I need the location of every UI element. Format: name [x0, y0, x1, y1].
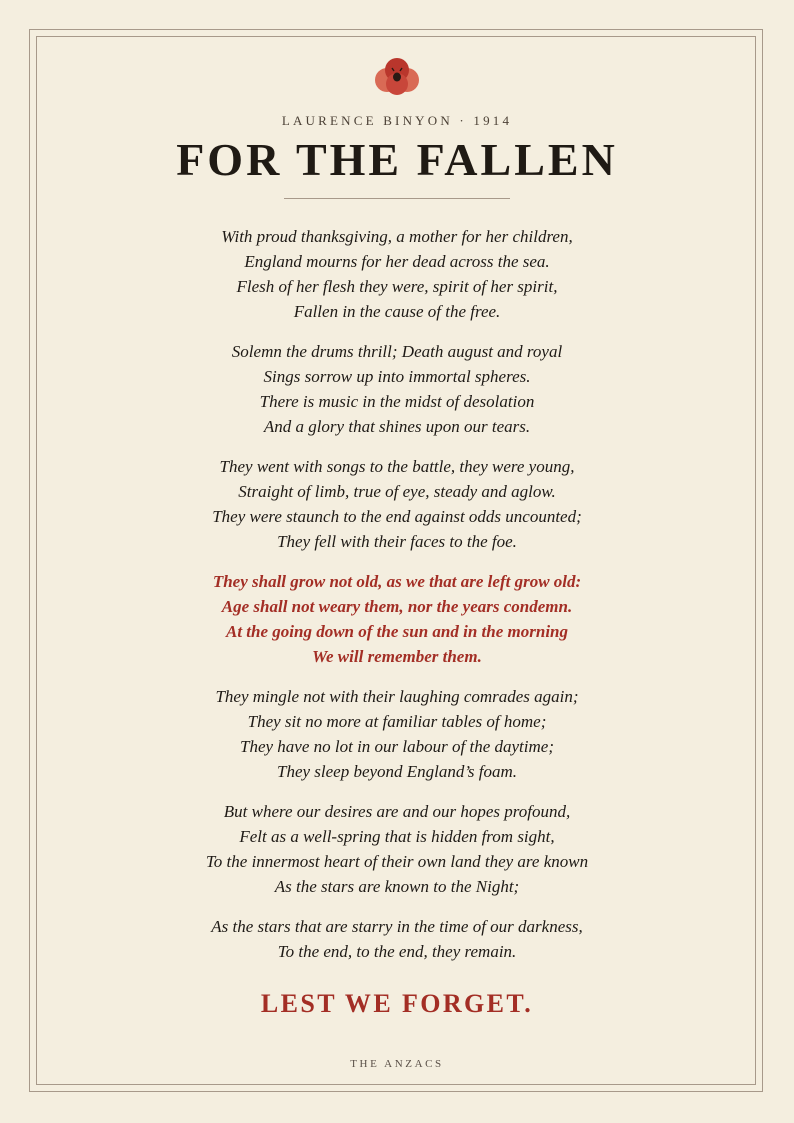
poem-line: They have no lot in our labour of the daytime; [240, 737, 554, 756]
poem-line: As the stars are known to the Night; [274, 877, 520, 896]
poem-line: To the innermost heart of their own land they are known [205, 852, 589, 871]
author-byline: LAURENCE BINYON · 1914 [281, 113, 513, 128]
poem-line: At the going down of the sun and in the morning [226, 622, 568, 641]
title-divider [284, 198, 510, 199]
poem-line: Straight of limb, true of eye, steady and aglow. [238, 482, 556, 501]
poem-line: With proud thanksgiving, a mother for her children, [221, 227, 573, 246]
poem-line: Sings sorrow up into immortal spheres. [263, 367, 531, 386]
poem-line: England mourns for her dead across the sea. [244, 252, 550, 271]
poem-line: Age shall not weary them, nor the years condemn. [221, 597, 573, 616]
poem-line: They shall grow not old, as we that are left grow old: [212, 572, 582, 591]
stanza [0, 914, 794, 964]
stanza [0, 799, 794, 899]
poem-line: And a glory that shines upon our tears. [263, 417, 531, 436]
poem-line: They were staunch to the end against odds uncounted; [212, 507, 582, 526]
poem-line: They fell with their faces to the foe. [277, 532, 517, 551]
poem-line: Felt as a well-spring that is hidden from sight, [239, 827, 555, 846]
stanza [0, 224, 794, 324]
poppy-icon [372, 56, 422, 98]
poem-line: Solemn the drums thrill; Death august and royal [231, 342, 563, 361]
poem-line: They went with songs to the battle, they were young, [219, 457, 575, 476]
closing-line: LEST WE FORGET. [260, 989, 534, 1018]
ode-stanza [0, 569, 794, 669]
poem-line: Flesh of her flesh they were, spirit of her spirit, [236, 277, 558, 296]
poem-line: We will remember them. [312, 647, 482, 666]
stanza [0, 454, 794, 554]
footer-text: THE ANZACS [350, 1058, 444, 1070]
stanza [0, 339, 794, 439]
poem-body [0, 224, 794, 979]
poem-line: There is music in the midst of desolation [259, 392, 535, 411]
poem-line: They sit no more at familiar tables of home; [247, 712, 547, 731]
stanza [0, 684, 794, 784]
poem-line: To the end, to the end, they remain. [277, 942, 517, 961]
poem-line: As the stars that are starry in the time of our darkness, [211, 917, 583, 936]
poem-title: FOR THE FALLEN [176, 134, 618, 185]
poem-line: But where our desires are and our hopes profound, [223, 802, 571, 821]
poem-line: They sleep beyond England’s foam. [276, 762, 517, 781]
poem-line: Fallen in the cause of the free. [293, 302, 501, 321]
poem-line: They mingle not with their laughing comrades again; [215, 687, 579, 706]
